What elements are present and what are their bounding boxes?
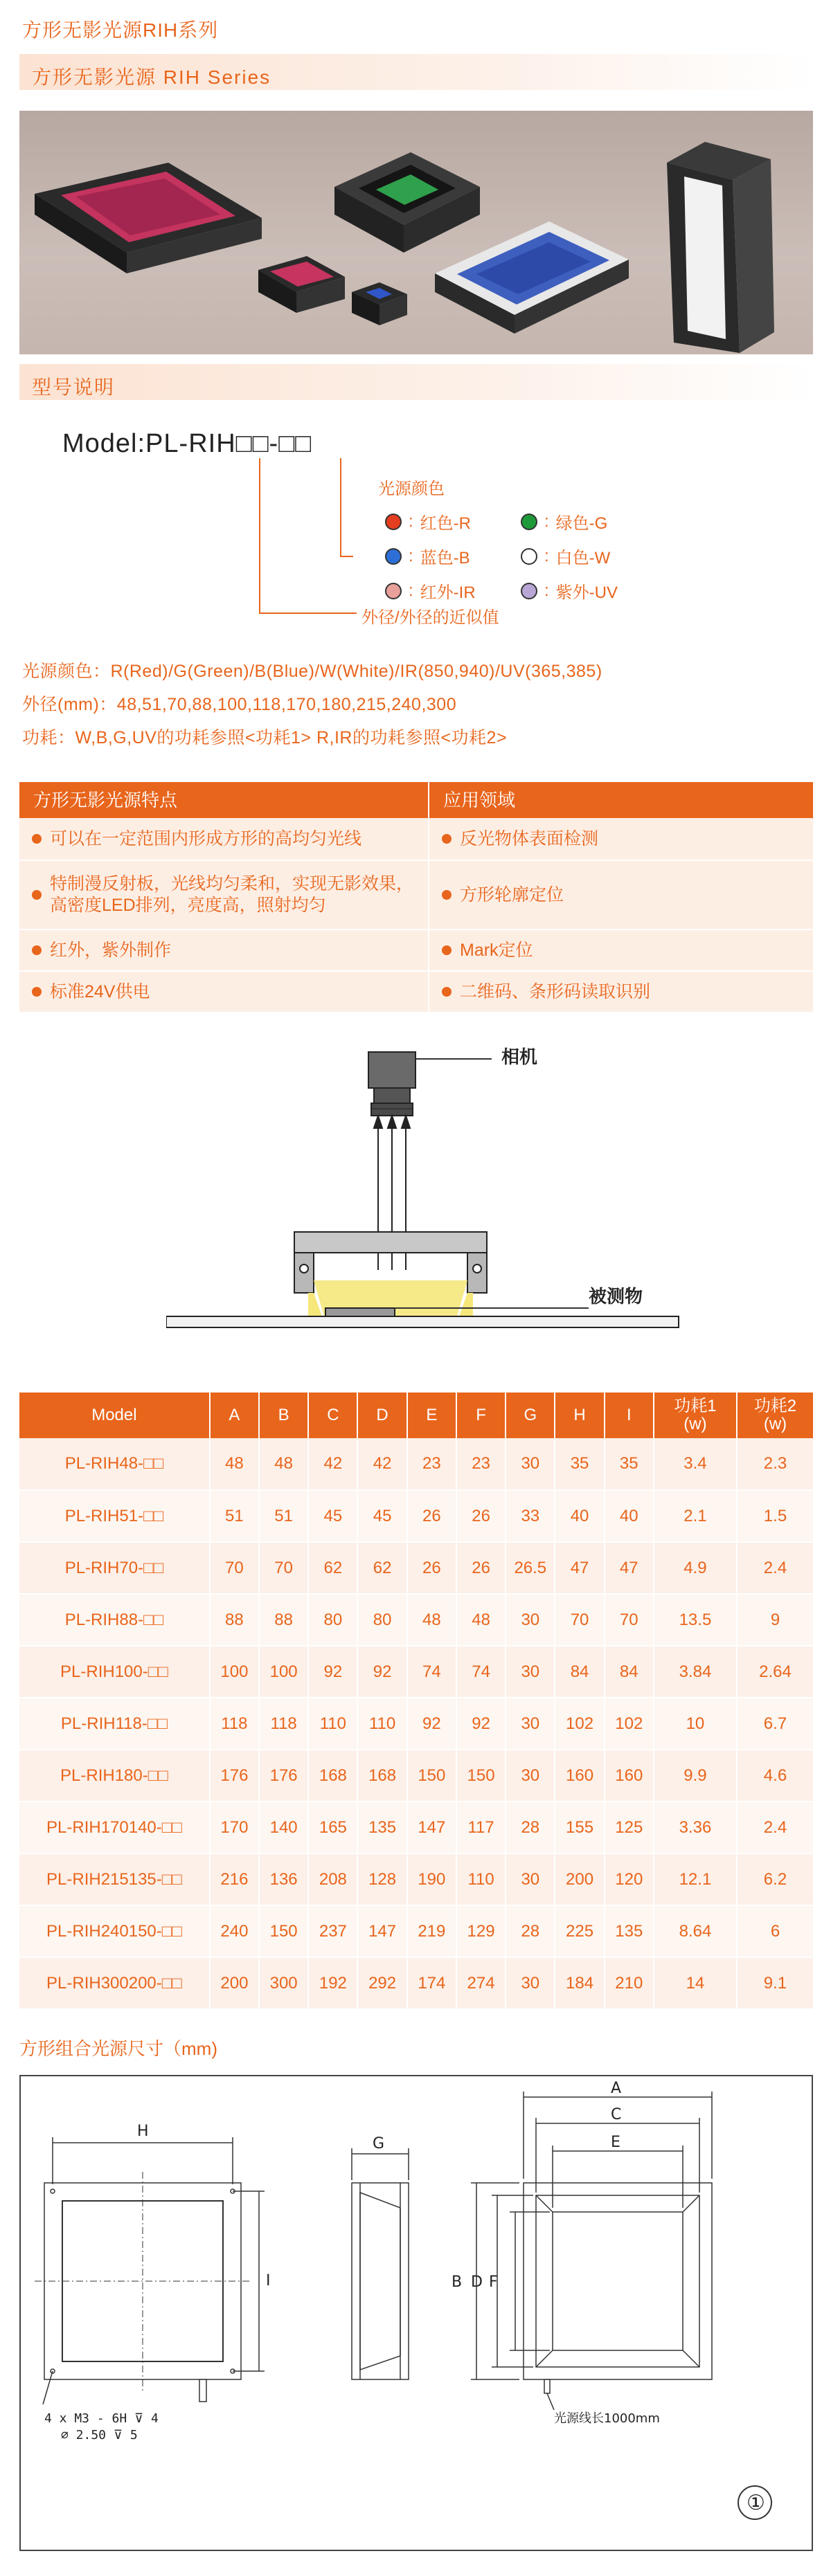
legend-white: : 白色-W bbox=[521, 544, 610, 568]
feature-text: 可以在一定范围内形成方形的高均匀光线 bbox=[50, 828, 362, 849]
value-cell: 140 bbox=[259, 1802, 308, 1853]
value-cell: 136 bbox=[259, 1853, 308, 1905]
value-cell: 92 bbox=[456, 1698, 506, 1750]
value-cell: 28 bbox=[506, 1802, 555, 1853]
feature-table-header bbox=[19, 782, 813, 818]
value-cell: 125 bbox=[605, 1802, 654, 1853]
legend-blue-label: 蓝色-B bbox=[420, 549, 470, 568]
value-cell: 3.36 bbox=[654, 1802, 737, 1853]
page-title: 方形无影光源RIH系列 bbox=[22, 19, 219, 41]
value-cell: 210 bbox=[605, 1957, 654, 2009]
value-cell: 48 bbox=[210, 1438, 259, 1490]
value-cell: 14 bbox=[654, 1957, 737, 2009]
value-cell: 62 bbox=[357, 1542, 406, 1594]
col-i: I bbox=[605, 1393, 654, 1438]
application-text: 二维码、条形码读取识别 bbox=[460, 981, 651, 1001]
value-cell: 160 bbox=[605, 1750, 654, 1802]
value-cell: 51 bbox=[210, 1490, 259, 1542]
value-cell: 135 bbox=[357, 1802, 406, 1853]
legend-ir-label: 红外-IR bbox=[420, 583, 476, 602]
dimension-svg bbox=[21, 2076, 812, 2550]
value-cell: 3.84 bbox=[654, 1646, 737, 1698]
object-label: 被测物 bbox=[589, 1287, 643, 1307]
value-cell: 120 bbox=[605, 1853, 654, 1905]
value-cell: 30 bbox=[506, 1698, 555, 1750]
value-cell: 190 bbox=[407, 1853, 456, 1905]
illumination-diagram bbox=[166, 1031, 692, 1363]
value-cell: 216 bbox=[210, 1853, 259, 1905]
camera-label: 相机 bbox=[501, 1047, 538, 1068]
value-cell: 237 bbox=[308, 1905, 357, 1957]
value-cell: 74 bbox=[407, 1646, 456, 1698]
value-cell: 48 bbox=[407, 1594, 456, 1646]
model-cell: PL-RIH88-□□ bbox=[19, 1594, 210, 1646]
label-b: B bbox=[452, 2274, 463, 2291]
value-cell: 150 bbox=[407, 1750, 456, 1802]
feature-row bbox=[19, 972, 813, 1013]
value-cell: 174 bbox=[407, 1957, 456, 2009]
value-cell: 70 bbox=[605, 1594, 654, 1646]
value-cell: 2.4 bbox=[737, 1542, 813, 1594]
value-cell: 30 bbox=[506, 1957, 555, 2009]
ir-dot-icon bbox=[385, 583, 402, 599]
application-text: 反光物体表面检测 bbox=[460, 828, 599, 849]
col-e: E bbox=[407, 1393, 456, 1438]
value-cell: 84 bbox=[555, 1646, 604, 1698]
spec-table-row bbox=[19, 1542, 813, 1594]
model-cell: PL-RIH100-□□ bbox=[19, 1646, 210, 1698]
model-cell: PL-RIH300200-□□ bbox=[19, 1957, 210, 2009]
white-dot-icon bbox=[521, 548, 537, 565]
label-c: C bbox=[611, 2106, 622, 2123]
screw-note-2: ⌀ 2.50 ⊽ 5 bbox=[61, 2428, 138, 2442]
value-cell: 135 bbox=[605, 1905, 654, 1957]
value-cell: 9 bbox=[737, 1594, 813, 1646]
model-cell: PL-RIH51-□□ bbox=[19, 1490, 210, 1542]
value-cell: 70 bbox=[259, 1542, 308, 1594]
model-cell: PL-RIH48-□□ bbox=[19, 1438, 210, 1490]
spec-table bbox=[19, 1393, 813, 2010]
value-cell: 10 bbox=[654, 1698, 737, 1750]
model-heading: 型号说明 bbox=[32, 377, 116, 398]
col-d: D bbox=[357, 1393, 406, 1438]
value-cell: 118 bbox=[210, 1698, 259, 1750]
screw-note-1: 4 x M3 - 6H ⊽ 4 bbox=[44, 2411, 159, 2426]
feature-row bbox=[19, 818, 813, 861]
value-cell: 26 bbox=[407, 1542, 456, 1594]
legend-white-label: 白色-W bbox=[555, 549, 611, 568]
value-cell: 128 bbox=[357, 1853, 406, 1905]
label-g: G bbox=[373, 2135, 385, 2152]
value-cell: 110 bbox=[357, 1698, 406, 1750]
value-cell: 33 bbox=[506, 1490, 555, 1542]
value-cell: 30 bbox=[506, 1853, 555, 1905]
value-cell: 117 bbox=[456, 1802, 506, 1853]
dimensions-title: 方形组合光源尺寸（mm) bbox=[19, 2038, 217, 2059]
value-cell: 2.4 bbox=[737, 1802, 813, 1853]
value-cell: 47 bbox=[605, 1542, 654, 1594]
value-cell: 23 bbox=[456, 1438, 506, 1490]
value-cell: 219 bbox=[407, 1905, 456, 1957]
value-cell: 42 bbox=[308, 1438, 357, 1490]
value-cell: 6.2 bbox=[737, 1853, 813, 1905]
value-cell: 9.1 bbox=[737, 1957, 813, 2009]
col-power1: 功耗1 (w) bbox=[654, 1393, 737, 1438]
feature-row bbox=[19, 930, 813, 972]
label-e: E bbox=[611, 2134, 620, 2151]
value-cell: 92 bbox=[308, 1646, 357, 1698]
value-cell: 40 bbox=[555, 1490, 604, 1542]
model-cell: PL-RIH215135-□□ bbox=[19, 1853, 210, 1905]
spec-table-row bbox=[19, 1802, 813, 1853]
legend-ir: : 红外-IR bbox=[385, 579, 476, 603]
figure-number: ① bbox=[747, 2491, 765, 2515]
value-cell: 155 bbox=[555, 1802, 604, 1853]
value-cell: 9.9 bbox=[654, 1750, 737, 1802]
value-cell: 62 bbox=[308, 1542, 357, 1594]
value-cell: 26.5 bbox=[506, 1542, 555, 1594]
value-cell: 30 bbox=[506, 1646, 555, 1698]
value-cell: 184 bbox=[555, 1957, 604, 2009]
value-cell: 6.7 bbox=[737, 1698, 813, 1750]
spec-table-row bbox=[19, 1438, 813, 1490]
value-cell: 80 bbox=[357, 1594, 406, 1646]
col-a: A bbox=[210, 1393, 259, 1438]
spec-power: 功耗：W,B,G,UV的功耗参照<功耗1> R,IR的功耗参照<功耗2> bbox=[22, 728, 508, 747]
legend-red-label: 红色-R bbox=[420, 514, 471, 533]
value-cell: 26 bbox=[456, 1542, 506, 1594]
value-cell: 80 bbox=[308, 1594, 357, 1646]
value-cell: 200 bbox=[555, 1853, 604, 1905]
value-cell: 1.5 bbox=[737, 1490, 813, 1542]
application-text: Mark定位 bbox=[460, 940, 533, 960]
features-header: 方形无影光源特点 bbox=[19, 782, 429, 818]
feature-row bbox=[19, 861, 813, 930]
value-cell: 129 bbox=[456, 1905, 506, 1957]
col-power2: 功耗2 (w) bbox=[737, 1393, 813, 1438]
page-subtitle: 方形无影光源 RIH Series bbox=[32, 66, 271, 88]
model-cell: PL-RIH170140-□□ bbox=[19, 1802, 210, 1853]
value-cell: 92 bbox=[357, 1646, 406, 1698]
col-model: Model bbox=[19, 1393, 210, 1438]
camera-icon bbox=[368, 1052, 416, 1116]
red-dot-icon bbox=[385, 514, 402, 530]
label-d: D bbox=[471, 2274, 483, 2291]
value-cell: 92 bbox=[407, 1698, 456, 1750]
value-cell: 200 bbox=[210, 1957, 259, 2009]
spec-table-row bbox=[19, 1957, 813, 2009]
spec-table-row bbox=[19, 1594, 813, 1646]
spec-table-row bbox=[19, 1750, 813, 1802]
value-cell: 45 bbox=[308, 1490, 357, 1542]
spec-table-row bbox=[19, 1490, 813, 1542]
value-cell: 2.1 bbox=[654, 1490, 737, 1542]
feature-text: 标准24V供电 bbox=[50, 981, 150, 1001]
applications-header: 应用领域 bbox=[443, 790, 516, 810]
label-h: H bbox=[137, 2123, 149, 2140]
legend-uv-label: 紫外-UV bbox=[555, 583, 618, 602]
value-cell: 170 bbox=[210, 1802, 259, 1853]
value-cell: 300 bbox=[259, 1957, 308, 2009]
value-cell: 110 bbox=[456, 1853, 506, 1905]
value-cell: 147 bbox=[357, 1905, 406, 1957]
value-cell: 176 bbox=[259, 1750, 308, 1802]
value-cell: 2.3 bbox=[737, 1438, 813, 1490]
label-a: A bbox=[611, 2080, 622, 2097]
value-cell: 3.4 bbox=[654, 1438, 737, 1490]
value-cell: 35 bbox=[555, 1438, 604, 1490]
value-cell: 225 bbox=[555, 1905, 604, 1957]
green-dot-icon bbox=[521, 514, 537, 530]
value-cell: 102 bbox=[555, 1698, 604, 1750]
value-cell: 70 bbox=[210, 1542, 259, 1594]
spec-table-row bbox=[19, 1698, 813, 1750]
legend-green: : 绿色-G bbox=[521, 509, 607, 534]
value-cell: 102 bbox=[605, 1698, 654, 1750]
value-cell: 88 bbox=[259, 1594, 308, 1646]
value-cell: 165 bbox=[308, 1802, 357, 1853]
model-cell: PL-RIH118-□□ bbox=[19, 1698, 210, 1750]
value-cell: 35 bbox=[605, 1438, 654, 1490]
col-g: G bbox=[506, 1393, 555, 1438]
value-cell: 48 bbox=[259, 1438, 308, 1490]
value-cell: 150 bbox=[456, 1750, 506, 1802]
value-cell: 12.1 bbox=[654, 1853, 737, 1905]
model-cell: PL-RIH70-□□ bbox=[19, 1542, 210, 1594]
value-cell: 45 bbox=[357, 1490, 406, 1542]
feature-text: 红外，紫外制作 bbox=[50, 940, 172, 960]
legend-red: : 红色-R bbox=[385, 509, 471, 534]
model-cell: PL-RIH240150-□□ bbox=[19, 1905, 210, 1957]
value-cell: 4.6 bbox=[737, 1750, 813, 1802]
model-cell: PL-RIH180-□□ bbox=[19, 1750, 210, 1802]
value-cell: 30 bbox=[506, 1438, 555, 1490]
spec-table-row bbox=[19, 1905, 813, 1957]
value-cell: 274 bbox=[456, 1957, 506, 2009]
value-cell: 47 bbox=[555, 1542, 604, 1594]
light-fixture bbox=[294, 1232, 487, 1316]
value-cell: 70 bbox=[555, 1594, 604, 1646]
spec-table-header bbox=[19, 1393, 813, 1438]
value-cell: 42 bbox=[357, 1438, 406, 1490]
blue-dot-icon bbox=[385, 548, 402, 565]
value-cell: 168 bbox=[308, 1750, 357, 1802]
value-cell: 88 bbox=[210, 1594, 259, 1646]
legend-green-label: 绿色-G bbox=[555, 514, 608, 533]
value-cell: 74 bbox=[456, 1646, 506, 1698]
value-cell: 192 bbox=[308, 1957, 357, 2009]
value-cell: 208 bbox=[308, 1853, 357, 1905]
value-cell: 176 bbox=[210, 1750, 259, 1802]
value-cell: 292 bbox=[357, 1957, 406, 2009]
value-cell: 30 bbox=[506, 1750, 555, 1802]
model-code: Model:PL-RIH□□-□□ bbox=[62, 429, 312, 458]
value-cell: 84 bbox=[605, 1646, 654, 1698]
legend-title: 光源颜色 bbox=[378, 480, 445, 498]
col-f: F bbox=[456, 1393, 506, 1438]
cable-note: 光源线长1000mm bbox=[554, 2411, 660, 2426]
feature-text: 特制漫反射板，光线均匀柔和，实现无影效果，高密度LED排列，亮度高，照射均匀 bbox=[50, 874, 414, 915]
value-cell: 100 bbox=[259, 1646, 308, 1698]
value-cell: 51 bbox=[259, 1490, 308, 1542]
value-cell: 48 bbox=[456, 1594, 506, 1646]
value-cell: 4.9 bbox=[654, 1542, 737, 1594]
value-cell: 240 bbox=[210, 1905, 259, 1957]
uv-dot-icon bbox=[521, 583, 537, 599]
value-cell: 100 bbox=[210, 1646, 259, 1698]
legend-blue: : 蓝色-B bbox=[385, 544, 470, 568]
value-cell: 2.64 bbox=[737, 1646, 813, 1698]
value-cell: 40 bbox=[605, 1490, 654, 1542]
spec-colors: 光源颜色：R(Red)/G(Green)/B(Blue)/W(White)/IR(850,940)/UV(365,385) bbox=[22, 662, 602, 681]
value-cell: 160 bbox=[555, 1750, 604, 1802]
target-object bbox=[325, 1308, 395, 1316]
label-i: I bbox=[266, 2272, 271, 2289]
spec-table-row bbox=[19, 1646, 813, 1698]
value-cell: 8.64 bbox=[654, 1905, 737, 1957]
value-cell: 30 bbox=[506, 1594, 555, 1646]
col-h: H bbox=[555, 1393, 604, 1438]
label-f: F bbox=[489, 2274, 498, 2291]
value-cell: 147 bbox=[407, 1802, 456, 1853]
value-cell: 26 bbox=[407, 1490, 456, 1542]
value-cell: 6 bbox=[737, 1905, 813, 1957]
value-cell: 28 bbox=[506, 1905, 555, 1957]
value-cell: 26 bbox=[456, 1490, 506, 1542]
size-note: 外径/外径的近似值 bbox=[361, 608, 499, 627]
value-cell: 150 bbox=[259, 1905, 308, 1957]
col-b: B bbox=[259, 1393, 308, 1438]
value-cell: 13.5 bbox=[654, 1594, 737, 1646]
spec-table-row bbox=[19, 1853, 813, 1905]
legend-uv: : 紫外-UV bbox=[521, 579, 618, 603]
feature-table bbox=[19, 782, 813, 1013]
application-text: 方形轮廓定位 bbox=[460, 885, 564, 905]
value-cell: 168 bbox=[357, 1750, 406, 1802]
dimension-drawing bbox=[19, 2075, 813, 2551]
value-cell: 110 bbox=[308, 1698, 357, 1750]
col-c: C bbox=[308, 1393, 357, 1438]
value-cell: 118 bbox=[259, 1698, 308, 1750]
value-cell: 23 bbox=[407, 1438, 456, 1490]
spec-diameters: 外径(mm)：48,51,70,88,100,118,170,180,215,240,300 bbox=[22, 695, 457, 714]
